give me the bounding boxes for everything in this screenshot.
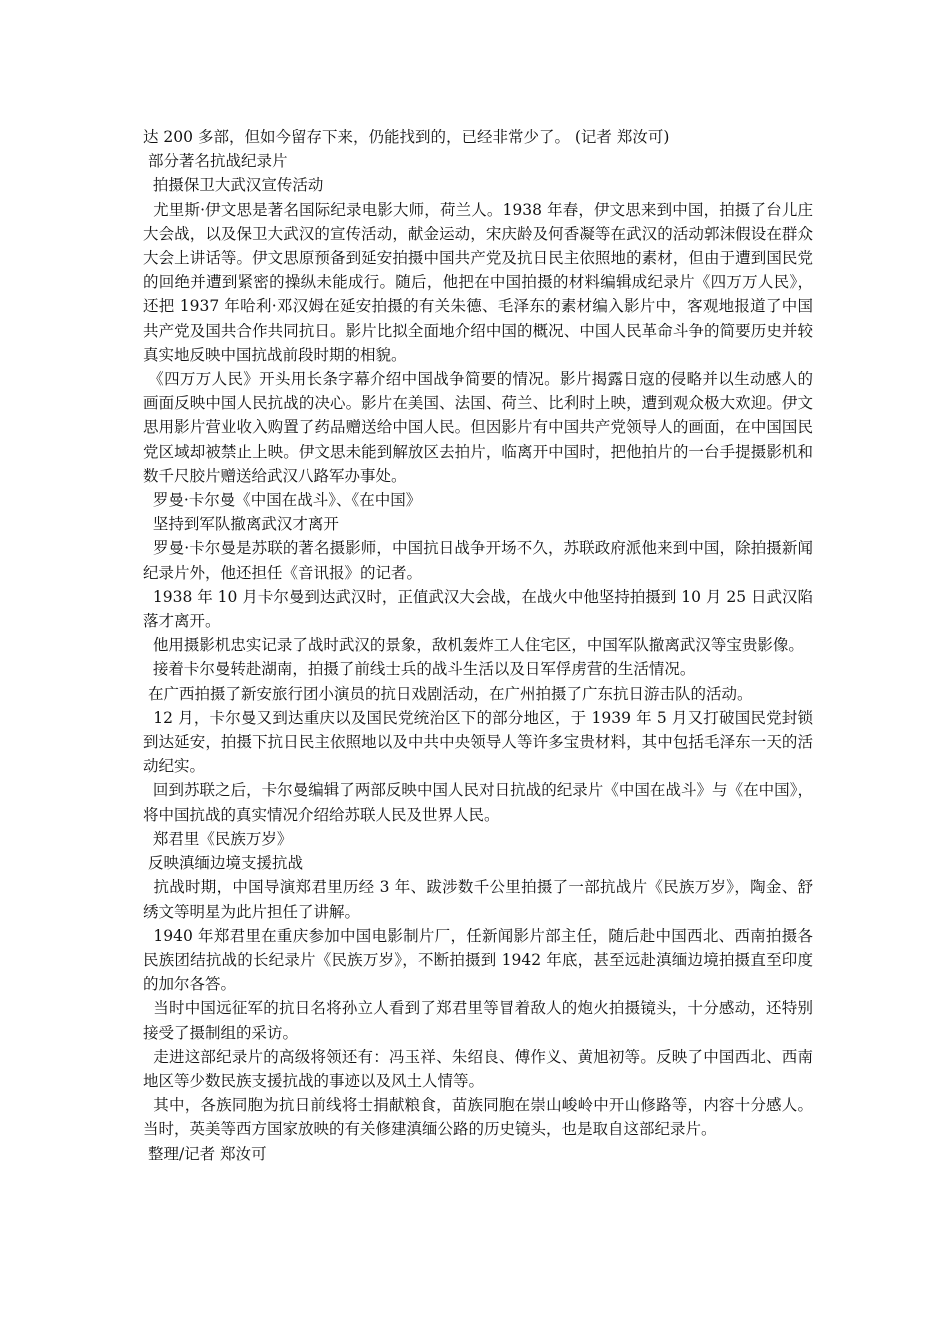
- paragraph-karmen-4: 接着卡尔曼转赴湖南，拍摄了前线士兵的战斗生活以及日军俘虏营的生活情况。: [143, 660, 696, 679]
- article-body: [143, 125, 813, 1166]
- subheading-zheng: 反映滇缅边境支援抗战: [143, 854, 303, 873]
- paragraph-zheng-1: 抗战时期，中国导演郑君里历经 3 年、跋涉数千公里拍摄了一部抗战片《民族万岁》，陶金、舒绣文等明星为此片担任了讲解。: [143, 878, 814, 921]
- paragraph-karmen-2: 1938 年 10 月卡尔曼到达武汉时，正值武汉大会战，在战火中他坚持拍摄到 10 月 25 日武汉陷落才离开。: [143, 587, 813, 631]
- byline: 整理/记者 郑汝可: [143, 1144, 267, 1163]
- paragraph-ivens-1: 尤里斯·伊文思是著名国际纪录电影大师，荷兰人。1938 年春，伊文思来到中国，拍摄了台儿庄大会战，以及保卫大武汉的宣传活动，献金运动，宋庆龄及何香凝等在武汉的活动郭沫假设在群众大会上讲话等。伊文思原预备到延安拍摄中国共产党及抗日民主依照地的素材，但由于遭到国民党的回绝并遭到紧密的操纵未能成行。随后，他把在中国拍摄的材料编辑成纪录片《四万万人民》，还把 1937 年哈利·邓汉姆在延安拍摄的有关朱德、毛泽东的素材编入影片中，客观地报道了中国共产党及国共合作共同抗日。影片比拟全面地介绍中国的概况、中国人民革命斗争的简要历史并较真实地反映中国抗战前段时期的相貌。: [143, 200, 813, 364]
- paragraph-karmen-5: 在广西拍摄了新安旅行团小演员的抗日戏剧活动，在广州拍摄了广东抗日游击队的活动。: [143, 684, 753, 703]
- subheading-karmen: 坚持到军队撤离武汉才离开: [143, 515, 339, 534]
- paragraph-karmen-6: 12 月，卡尔曼又到达重庆以及国民党统治区下的部分地区，于 1939 年 5 月又打破国民党封锁到达延安，拍摄下抗日民主依照地以及中共中央领导人等许多宝贵材料，其中包括毛泽东一天的活动纪实。: [143, 708, 813, 776]
- paragraph-zheng-4: 走进这部纪录片的高级将领还有：冯玉祥、朱绍良、傅作义、黄旭初等。反映了中国西北、西南地区等少数民族支援抗战的事迹以及风土人情等。: [143, 1047, 813, 1090]
- section-heading: 部分著名抗战纪录片: [143, 152, 288, 171]
- subheading-ivens: 拍摄保卫大武汉宣传活动: [143, 176, 324, 195]
- subheading-karmen-title: 罗曼·卡尔曼《中国在战斗》、《在中国》: [143, 491, 422, 510]
- subheading-zheng-title: 郑君里《民族万岁》: [143, 829, 293, 848]
- paragraph-karmen-1: 罗曼·卡尔曼是苏联的著名摄影师，中国抗日战争开场不久，苏联政府派他来到中国，除拍摄新闻纪录片外，他还担任《音讯报》的记者。: [143, 539, 813, 582]
- paragraph-ivens-2: 《四万万人民》开头用长条字幕介绍中国战争简要的情况。影片揭露日寇的侵略并以生动感人的画面反映中国人民抗战的决心。影片在美国、法国、荷兰、比利时上映，遭到观众极大欢迎。伊文思用影片营业收入购置了药品赠送给中国人民。但因影片有中国共产党领导人的画面，在中国国民党区域却被禁止上映。伊文思未能到解放区去拍片，临离开中国时，把他拍片的一台手提摄影机和数千尺胶片赠送给武汉八路军办事处。: [143, 370, 813, 485]
- paragraph-zheng-2: 1940 年郑君里在重庆参加中国电影制片厂，任新闻影片部主任，随后赴中国西北、西南拍摄各民族团结抗战的长纪录片《民族万岁》，不断拍摄到 1942 年底，甚至远赴滇缅边境拍摄直至印度的加尔各答。: [143, 926, 813, 994]
- paragraph-intro-end: 达 200 多部，但如今留存下来，仍能找到的，已经非常少了。 (记者 郑汝可): [143, 128, 670, 146]
- paragraph-zheng-5: 其中，各族同胞为抗日前线将士捐献粮食，苗族同胞在崇山峻岭中开山修路等，内容十分感人。当时，英美等西方国家放映的有关修建滇缅公路的历史镜头，也是取自这部纪录片。: [143, 1096, 813, 1139]
- paragraph-karmen-3: 他用摄影机忠实记录了战时武汉的景象，敌机轰炸工人住宅区，中国军队撤离武汉等宝贵影像。: [143, 636, 804, 655]
- paragraph-karmen-7: 回到苏联之后，卡尔曼编辑了两部反映中国人民对日抗战的纪录片《中国在战斗》与《在中国》，将中国抗战的真实情况介绍给苏联人民及世界人民。: [143, 781, 813, 824]
- paragraph-zheng-3: 当时中国远征军的抗日名将孙立人看到了郑君里等冒着敌人的炮火拍摄镜头，十分感动，还特别接受了摄制组的采访。: [143, 999, 813, 1042]
